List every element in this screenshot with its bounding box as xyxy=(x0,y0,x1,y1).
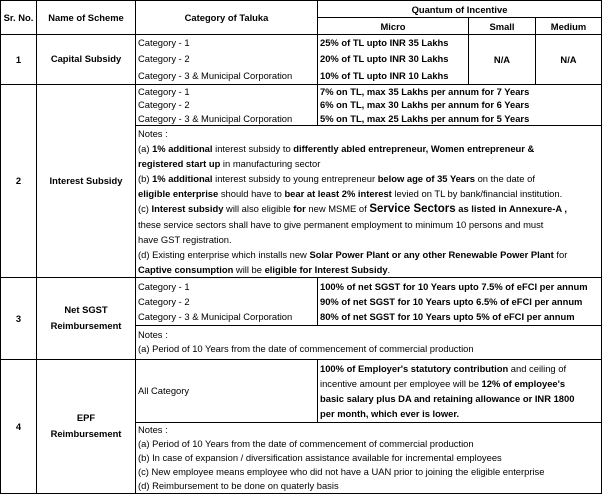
text-segment: Solar Power Plant or any other Renewable Power Plant xyxy=(309,248,554,260)
header-name-of-scheme: Name of Scheme xyxy=(37,1,136,35)
scheme-name xyxy=(37,359,136,493)
note-line xyxy=(138,156,599,171)
notes-heading xyxy=(138,423,599,437)
header-sr-no: Sr. No. xyxy=(1,1,37,35)
text-line: 7% on TL, max 35 Lakhs per annum for 7 Years xyxy=(320,86,530,97)
notes xyxy=(136,422,602,493)
text-line: 20% of TL upto INR 30 Lakhs xyxy=(320,53,449,65)
note-line xyxy=(138,232,599,247)
note-line xyxy=(320,391,599,406)
text-segment: Captive consumption xyxy=(138,263,234,275)
text-segment: 1% additional xyxy=(152,142,213,154)
header-small: Small xyxy=(469,18,536,35)
notes xyxy=(136,325,602,359)
scheme-name xyxy=(37,277,136,359)
text-segment: on the date of xyxy=(474,172,535,184)
table-row xyxy=(1,277,602,325)
scheme-name xyxy=(37,35,136,85)
text-segment: . xyxy=(387,263,391,275)
text-line: 10% of TL upto INR 10 Lakhs xyxy=(320,69,449,81)
text-segment: (a) Period of 10 Years from the date of commencement of commercial production xyxy=(138,343,474,355)
small-incentive: N/A xyxy=(469,35,536,85)
header-category-of-taluka: Category of Taluka xyxy=(136,1,318,35)
text-line: Category - 3 & Municipal Corporation xyxy=(138,112,293,124)
text-segment: will be xyxy=(233,263,265,275)
text-line: 90% of net SGST for 10 Years upto 6.5% of eFCI per annum xyxy=(320,295,583,307)
text-segment: bear at least 2% interest xyxy=(284,187,392,199)
sr-no: 4 xyxy=(1,359,37,493)
text-segment: differently abled entrepreneur, Women entrepreneur & xyxy=(293,142,535,154)
text-segment: 100% of Employer's statutory contribution xyxy=(320,362,509,374)
text-line: Category - 1 xyxy=(138,37,190,49)
header-medium: Medium xyxy=(536,18,602,35)
taluka-categories xyxy=(136,277,318,325)
note-line xyxy=(138,141,599,156)
text-line: 25% of TL upto INR 35 Lakhs xyxy=(320,37,449,49)
taluka-categories xyxy=(136,85,318,126)
text-segment: (d) Existing enterprise which installs new xyxy=(138,248,310,260)
note-line xyxy=(320,376,599,391)
text-segment: as listed in Annexure-A , xyxy=(455,202,567,214)
text-segment: basic salary plus DA and retaining allowance or INR 1800 xyxy=(320,392,575,404)
notes xyxy=(136,125,602,277)
text-line: Category - 2 xyxy=(138,295,190,307)
text-segment: have GST registration. xyxy=(138,233,232,245)
text-line: Capital Subsidy xyxy=(50,53,122,65)
text-segment: interest subsidy to young entrepreneur xyxy=(212,172,378,184)
note-line xyxy=(138,217,599,232)
sr-no: 1 xyxy=(1,35,37,85)
note-line xyxy=(320,406,599,421)
text-line: 5% on TL, max 25 Lakhs per annum for 5 Years xyxy=(320,112,530,124)
text-segment: Notes : xyxy=(138,423,168,435)
text-segment: Notes : xyxy=(138,127,168,139)
text-segment: interest subsidy to xyxy=(212,142,294,154)
text-line: Category - 3 & Municipal Corporation xyxy=(138,310,293,322)
note-line xyxy=(138,465,599,479)
text-line: Interest Subsidy xyxy=(49,174,123,186)
notes-heading xyxy=(138,328,599,342)
text-segment: (b) xyxy=(138,172,153,184)
text-segment: for xyxy=(553,248,568,260)
text-segment: Interest subsidy xyxy=(151,202,224,214)
text-segment: (a) xyxy=(138,142,153,154)
text-segment: eligible enterprise xyxy=(138,187,219,199)
text-segment: per month, which ever is lower. xyxy=(320,407,460,419)
text-segment: registered start up xyxy=(138,157,221,169)
text-segment: Service Sectors xyxy=(369,202,456,215)
text-line: Net SGST xyxy=(64,304,108,316)
text-line: 100% of net SGST for 10 Years upto 7.5% of eFCI per annum xyxy=(320,280,588,292)
text-segment: (c) xyxy=(138,202,152,214)
micro-incentive xyxy=(318,35,469,85)
sr-no: 3 xyxy=(1,277,37,359)
table-row xyxy=(1,359,602,422)
notes-heading xyxy=(138,126,599,141)
text-segment: below age of 35 Years xyxy=(377,172,475,184)
header-quantum-of-incentive: Quantum of Incentive xyxy=(318,1,602,18)
text-line: All Category xyxy=(138,385,190,397)
text-segment: eligible for Interest Subsidy xyxy=(264,263,388,275)
note-line xyxy=(138,247,599,262)
text-segment: should have to xyxy=(218,187,285,199)
text-segment: in manufacturing sector xyxy=(220,157,321,169)
text-line: Category - 1 xyxy=(138,280,190,292)
note-line xyxy=(138,262,599,277)
text-line: Category - 2 xyxy=(138,99,190,111)
note-line xyxy=(138,451,599,465)
header-micro: Micro xyxy=(318,18,469,35)
text-segment: these service sectors shall have to give permanent employment to minimum 10 persons and must xyxy=(138,218,544,230)
text-segment: 12% of employee's xyxy=(481,377,566,389)
text-line: Reimbursement xyxy=(50,428,122,440)
text-segment: new MSME of xyxy=(305,202,370,214)
text-segment: incentive amount per employee will be xyxy=(320,377,482,389)
sr-no: 2 xyxy=(1,85,37,278)
note-line xyxy=(138,479,599,493)
text-segment: (a) Period of 10 Years from the date of commencement of commercial production xyxy=(138,437,474,449)
table-row xyxy=(1,85,602,126)
text-segment: (b) In case of expansion / diversification assistance available for incremental employees xyxy=(138,451,502,463)
text-segment: (c) New employee means employee who did not have a UAN prior to joining the eligible enterprise xyxy=(138,465,545,477)
text-line: Reimbursement xyxy=(50,320,122,332)
text-segment: will also eligible xyxy=(223,202,294,214)
text-segment: 1% additional xyxy=(152,172,213,184)
micro-incentive xyxy=(318,359,602,422)
text-segment: and ceiling of xyxy=(508,362,567,374)
text-line: Category - 2 xyxy=(138,53,190,65)
text-segment: (d) Reimbursement to be done on quaterly basis xyxy=(138,479,339,491)
text-line: Category - 3 & Municipal Corporation xyxy=(138,69,293,81)
scheme-name xyxy=(37,85,136,278)
text-line: Category - 1 xyxy=(138,86,190,97)
medium-incentive: N/A xyxy=(536,35,602,85)
text-segment: Notes : xyxy=(138,329,168,341)
table-row xyxy=(1,35,602,85)
text-segment: levied on TL by bank/financial institution. xyxy=(391,187,563,199)
note-line xyxy=(138,201,599,217)
note-line xyxy=(138,186,599,201)
note-line xyxy=(138,342,599,356)
taluka-categories xyxy=(136,35,318,85)
note-line xyxy=(320,361,599,376)
micro-incentive xyxy=(318,277,602,325)
note-line xyxy=(138,437,599,451)
micro-incentive xyxy=(318,85,602,126)
text-line: EPF xyxy=(76,412,96,424)
text-line: 80% of net SGST for 10 Years upto 5% of eFCI per annum xyxy=(320,310,575,322)
taluka-categories xyxy=(136,359,318,422)
note-line xyxy=(138,171,599,186)
text-line: 6% on TL, max 30 Lakhs per annum for 6 Years xyxy=(320,99,530,111)
text-segment: for xyxy=(293,202,306,214)
